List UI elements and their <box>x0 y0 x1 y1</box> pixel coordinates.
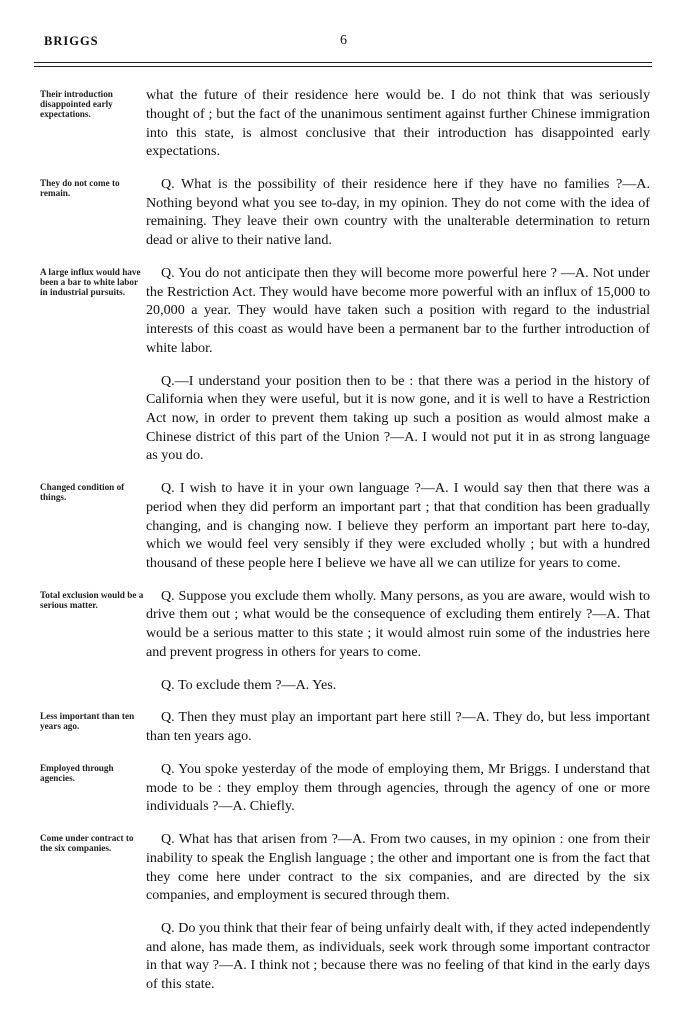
paragraph <box>36 479 650 573</box>
paragraph <box>36 86 650 161</box>
margin-note: Changed condition of things. <box>40 482 125 503</box>
paragraph-text: Q. Then they must play an important part here still ?—A. They do, but less important than ten years ago. <box>146 709 650 745</box>
paragraph-text: Q. You do not anticipate then they will become more powerful here ? —A. Not under the Restriction Act. They would have become more powerful with an influx of 15,000 to 20,000 a year. They would have taken such a position with regard to the industrial interests of this coast as would have been a permanent bar to the further introduction of white labor. <box>146 264 650 356</box>
paragraph-text: what the future of their residence here would be. I do not think that was seriously thought of ; but the fact of the unanimous sentiment against further Chinese immigration into this state, is almost conclusive that their introduction has disappointed early expectations. <box>146 87 650 160</box>
paragraph <box>36 830 650 905</box>
margin-note: A large influx would have been a bar to white labor in industrial pursuits. <box>40 266 141 297</box>
paragraph <box>36 919 650 994</box>
margin-note: Come under contract to the six companies. <box>40 833 134 854</box>
paragraph-text: Q. What has that arisen from ?—A. From two causes, in my opinion : one from their inability to speak the English language ; the other and important one is from the fact that they come here under contract to the six companies, and are directed by the six companies, and employment is secured through them. <box>146 831 650 904</box>
paragraph-text: Q. You spoke yesterday of the mode of employing them, Mr Briggs. I understand that mode to be : they employ them through agencies, through the agency of one or more individuals ?—A. Chiefly. <box>146 760 650 815</box>
paragraph <box>36 676 650 695</box>
paragraph <box>36 587 650 662</box>
paragraph-text: Q. To exclude them ?—A. Yes. <box>161 676 337 693</box>
paragraph-text: Q. I wish to have it in your own language ?—A. I would say then that there was a period when they did perform an important part ; that that condition has been gradually changing, and is changing now. I believe they perform an important part here to-day, which we would feel very sensibly if they were excluded wholly ; but with a hundred thousand of these people here I believe we have all we can utilize for years to come. <box>146 480 650 571</box>
paragraph-text: Q. Suppose you exclude them wholly. Many persons, as you are aware, would wish to drive them out ; what would be the consequence of excluding them entirely ?—A. That would be a serious matter to this state ; it would almost ruin some of the industries here and prevent progress in others for years to come. <box>146 587 650 660</box>
header-rule <box>34 62 652 63</box>
margin-note: Their introduction disappointed early expectations. <box>40 89 113 120</box>
paragraph <box>36 372 650 466</box>
margin-note: Total exclusion would be a serious matter. <box>40 589 144 610</box>
paragraph <box>36 175 650 250</box>
paragraph <box>36 264 650 358</box>
paragraph <box>36 708 650 745</box>
running-head: BRIGGS <box>44 34 99 48</box>
paragraph-text: Q.—I understand your position then to be : that there was a period in the history of California when they were useful, but it is now gone, and it is well to have a Restriction Act now, in order to prevent them taking up such a position as would almost make a Chinese district of this part of the Union ?—A. I would not put it in as strong language as you do. <box>146 372 650 464</box>
paragraph-text: Q. What is the possibility of their residence here if they have no families ?—A. Nothing beyond what you see to-day, in my opinion. They do not come with the idea of remaining. They leave their own country with the unalterable determination to return dead or alive to their native land. <box>146 176 650 249</box>
margin-note: Employed through agencies. <box>40 762 114 783</box>
page-header <box>44 34 644 54</box>
page-number: 6 <box>340 33 347 48</box>
paragraph <box>36 760 650 816</box>
header-rule <box>34 66 652 67</box>
paragraph-text: Q. Do you think that their fear of being unfairly dealt with, if they acted independently and alone, has made them, as individuals, seek work through some important contractor in that way ?—A. I think not ; because there was no feeling of that kind in the early days of this state. <box>146 920 650 993</box>
margin-note: Less important than ten years ago. <box>40 711 135 732</box>
page-body <box>36 72 650 1008</box>
margin-note: They do not come to remain. <box>40 178 120 198</box>
